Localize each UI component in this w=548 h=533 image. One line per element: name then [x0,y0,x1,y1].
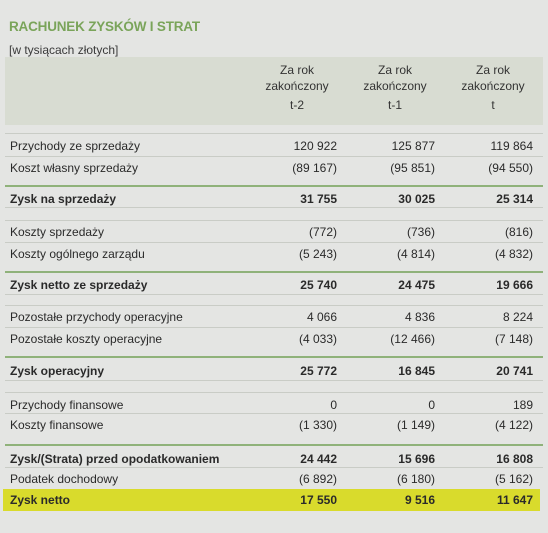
value-t-1: (95 851) [390,161,435,175]
value-t: 19 666 [496,278,533,292]
column-header-t-2: Za rok zakończony t-2 [265,63,329,112]
value-t-1: 9 516 [404,493,435,507]
value-t-2: 120 922 [293,139,337,153]
value-t-1: (6 180) [396,472,435,486]
value-t-2: (5 243) [298,247,337,261]
value-t: 119 864 [490,139,533,153]
table-row [5,394,543,416]
row-label: Zysk operacyjny [10,364,105,378]
row-label: Zysk na sprzedaży [10,192,117,206]
value-t-2: 4 066 [306,310,337,324]
value-t: 8 224 [502,310,533,324]
subtotal-rule [5,444,543,446]
subtotal-row [5,188,543,210]
row-label: Koszty ogólnego zarządu [10,247,145,261]
row-label: Koszty sprzedaży [10,225,105,239]
value-t-1: 30 025 [398,192,435,206]
table-row [5,468,543,490]
value-t: 20 741 [496,364,533,378]
table-row [5,135,543,157]
divider [5,133,543,134]
table-row [5,328,543,350]
value-t-2: (1 330) [298,418,337,432]
value-t-2: 24 442 [300,452,337,466]
subtotal-row [5,274,543,296]
row-label: Przychody ze sprzedaży [10,139,141,153]
subtotal-row [5,360,543,382]
subtotal-row [5,448,543,470]
row-label: Zysk netto ze sprzedaży [10,278,148,292]
value-t-2: 25 740 [300,278,337,292]
subtotal-rule [5,356,543,358]
value-t-1: 24 475 [398,278,435,292]
value-t: 189 [512,398,533,412]
row-label: Koszty finansowe [10,418,104,432]
value-t: 16 808 [496,452,533,466]
table-row [5,306,543,328]
divider [5,392,543,393]
value-t-2: (89 167) [292,161,337,175]
table-row [5,243,543,265]
net-profit-row [5,489,543,511]
value-t-1: (12 466) [390,332,435,346]
value-t: 11 647 [496,493,533,507]
column-header-t: Za rok zakończony t [461,63,525,112]
row-label: Pozostałe przychody operacyjne [10,310,183,324]
value-t: (4 122) [494,418,533,432]
value-t-1: 125 877 [391,139,435,153]
value-t: (94 550) [488,161,533,175]
value-t-2: (4 033) [298,332,337,346]
value-t: (7 148) [494,332,533,346]
subtotal-rule [5,185,543,187]
row-label: Podatek dochodowy [10,472,119,486]
value-t-2: 31 755 [300,192,337,206]
value-t-2: (772) [308,225,337,239]
row-label: Zysk netto [10,493,71,507]
value-t-1: 15 696 [398,452,435,466]
value-t: 25 314 [496,192,533,206]
row-label: Pozostałe koszty operacyjne [10,332,163,346]
value-t-2: 17 550 [300,493,337,507]
subtotal-rule [5,271,543,273]
value-t-1: (1 149) [396,418,435,432]
row-label: Zysk/(Strata) przed opodatkowaniem [10,452,220,466]
value-t: (816) [504,225,533,239]
column-header-t-1: Za rok zakończony t-1 [363,63,427,112]
value-t-1: 0 [428,398,435,412]
value-t: (5 162) [494,472,533,486]
table-row [5,221,543,243]
table-row [5,414,543,436]
units-note: [w tysiącach złotych] [9,43,119,57]
value-t-1: (736) [406,225,435,239]
value-t: (4 832) [494,247,533,261]
row-label: Przychody finansowe [10,398,124,412]
value-t-1: (4 814) [396,247,435,261]
report-title: RACHUNEK ZYSKÓW I STRAT [9,19,200,34]
row-label: Koszt własny sprzedaży [10,161,139,175]
value-t-2: (6 892) [298,472,337,486]
value-t-1: 16 845 [398,364,435,378]
table-row [5,157,543,179]
value-t-1: 4 836 [404,310,435,324]
value-t-2: 25 772 [300,364,337,378]
value-t-2: 0 [330,398,337,412]
